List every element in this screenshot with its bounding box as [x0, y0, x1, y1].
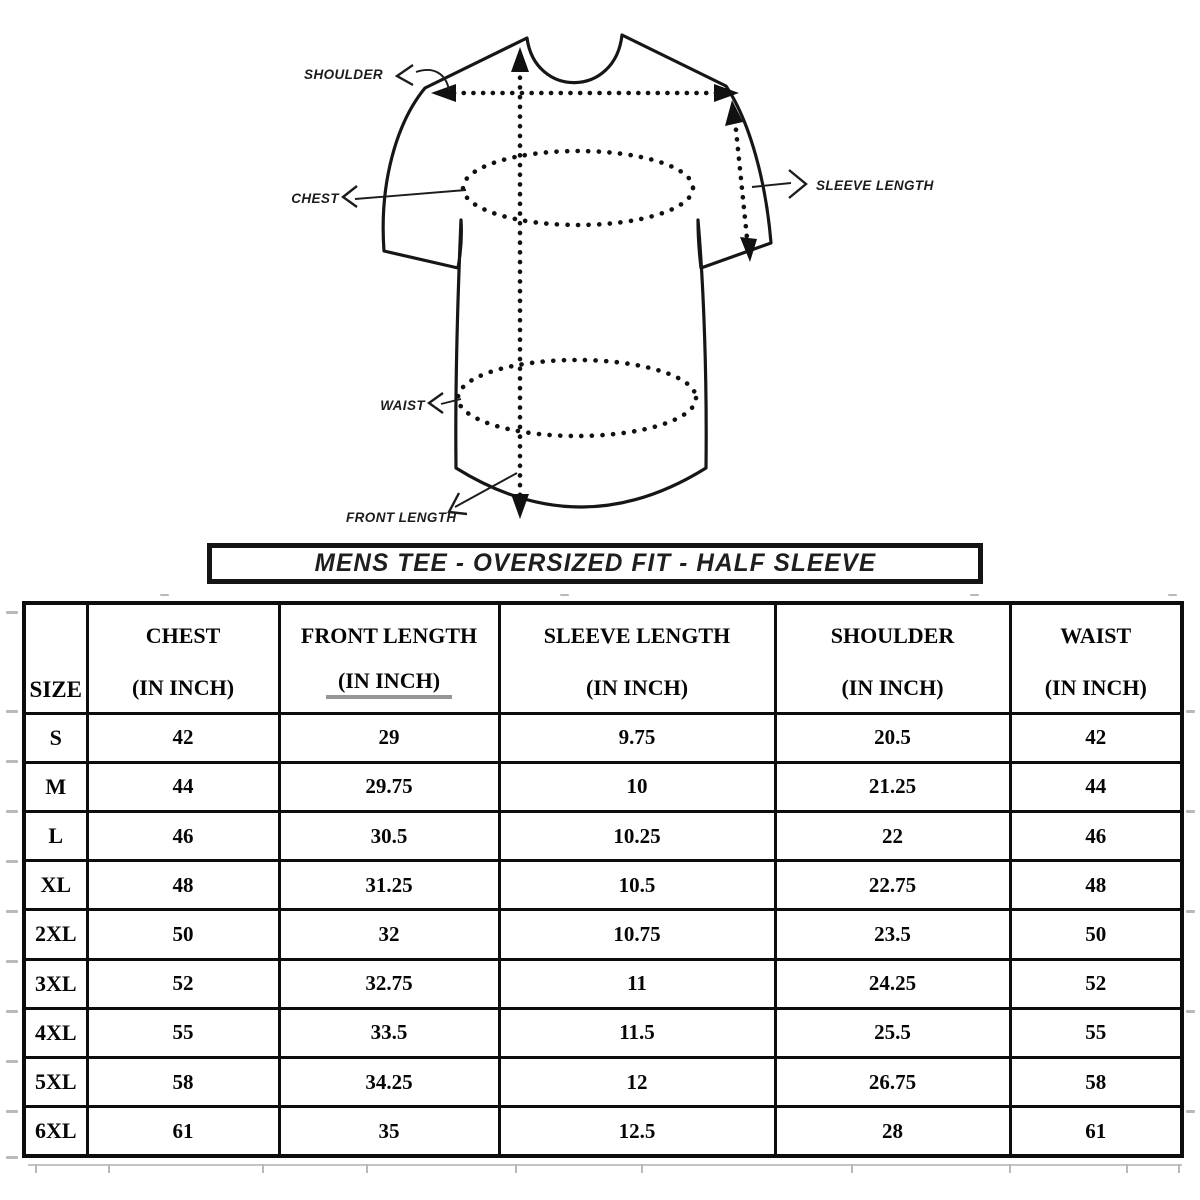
size-cell: XL [24, 861, 87, 910]
sleeve-length-cell: 12.5 [499, 1107, 775, 1156]
col-header-sleeve-length [499, 603, 775, 713]
sleeve-length-label-text: SLEEVE LENGTH [816, 178, 934, 193]
sleeve-length-cell: 11.5 [499, 1008, 775, 1057]
size-cell: 3XL [24, 959, 87, 1008]
waist-cell: 52 [1010, 959, 1182, 1008]
waist-cell: 50 [1010, 910, 1182, 959]
chart-title-box [207, 543, 983, 584]
front-length-cell: 32 [279, 910, 499, 959]
chest-cell: 58 [87, 1058, 279, 1107]
waist-cell: 58 [1010, 1058, 1182, 1107]
sleeve-length-cell: 11 [499, 959, 775, 1008]
chart-title: MENS TEE - OVERSIZED FIT - HALF SLEEVE [314, 549, 876, 577]
sleeve-length-label [752, 170, 934, 198]
waist-cell: 61 [1010, 1107, 1182, 1156]
sleeve-length-cell: 10 [499, 762, 775, 811]
size-cell: M [24, 762, 87, 811]
front-length-cell: 29 [279, 713, 499, 762]
arrow-down-icon [511, 494, 529, 519]
shoulder-cell: 20.5 [775, 713, 1010, 762]
chest-cell: 55 [87, 1008, 279, 1057]
col-label: WAIST [1060, 623, 1132, 648]
col-label: CHEST [145, 623, 221, 648]
waist-label-text: WAIST [380, 398, 425, 413]
chest-cell: 44 [87, 762, 279, 811]
table-row [24, 910, 1182, 959]
sleeve-length-cell: 12 [499, 1058, 775, 1107]
col-unit: (IN INCH) [585, 674, 689, 700]
size-table-header [24, 603, 1182, 713]
shoulder-cell: 23.5 [775, 910, 1010, 959]
col-unit: (IN INCH) [326, 670, 452, 699]
col-unit: (IN INCH) [131, 674, 235, 700]
sleeve-length-cell: 9.75 [499, 713, 775, 762]
table-row [24, 811, 1182, 860]
chest-cell: 42 [87, 713, 279, 762]
waist-cell: 42 [1010, 713, 1182, 762]
waist-cell: 55 [1010, 1008, 1182, 1057]
front-length-cell: 29.75 [279, 762, 499, 811]
tshirt-outline [383, 35, 771, 507]
chevron-left-icon [397, 65, 413, 85]
shoulder-cell: 25.5 [775, 1008, 1010, 1057]
col-label: SLEEVE LENGTH [543, 623, 731, 648]
waist-cell: 48 [1010, 861, 1182, 910]
shoulder-cell: 26.75 [775, 1058, 1010, 1107]
col-label: FRONT LENGTH [300, 623, 478, 648]
tshirt-measurement-diagram [0, 0, 1200, 540]
size-table-body [24, 713, 1182, 1156]
chevron-right-icon [789, 170, 806, 198]
chest-cell: 48 [87, 861, 279, 910]
front-length-cell: 32.75 [279, 959, 499, 1008]
size-cell: 2XL [24, 910, 87, 959]
table-row [24, 762, 1182, 811]
col-label: SHOULDER [830, 623, 955, 648]
sleeve-length-cell: 10.75 [499, 910, 775, 959]
table-row [24, 1107, 1182, 1156]
table-row [24, 861, 1182, 910]
chest-cell: 50 [87, 910, 279, 959]
header-row [24, 603, 1182, 713]
col-header-front-length [279, 603, 499, 713]
shoulder-cell: 28 [775, 1107, 1010, 1156]
front-length-cell: 35 [279, 1107, 499, 1156]
size-table [22, 601, 1184, 1158]
waist-cell: 46 [1010, 811, 1182, 860]
front-length-label-text: FRONT LENGTH [346, 510, 457, 525]
col-header-shoulder [775, 603, 1010, 713]
waist-cell: 44 [1010, 762, 1182, 811]
col-header-chest [87, 603, 279, 713]
table-row [24, 713, 1182, 762]
size-cell: S [24, 713, 87, 762]
col-header-waist [1010, 603, 1182, 713]
chest-label-text: CHEST [291, 191, 339, 206]
size-cell: L [24, 811, 87, 860]
front-length-cell: 31.25 [279, 861, 499, 910]
col-header-size [24, 603, 87, 713]
sleeve-length-cell: 10.25 [499, 811, 775, 860]
size-cell: 6XL [24, 1107, 87, 1156]
shoulder-cell: 22 [775, 811, 1010, 860]
front-length-cell: 30.5 [279, 811, 499, 860]
shoulder-cell: 21.25 [775, 762, 1010, 811]
chest-cell: 61 [87, 1107, 279, 1156]
col-unit: (IN INCH) [1044, 674, 1147, 700]
chevron-left-icon [343, 186, 357, 207]
table-row [24, 1058, 1182, 1107]
waist-label [380, 393, 461, 413]
shoulder-label-text: SHOULDER [304, 67, 383, 82]
table-row [24, 959, 1182, 1008]
shoulder-cell: 22.75 [775, 861, 1010, 910]
col-unit: (IN INCH) [841, 674, 944, 700]
front-length-cell: 33.5 [279, 1008, 499, 1057]
chest-cell: 52 [87, 959, 279, 1008]
chevron-left-icon [429, 393, 443, 413]
chest-cell: 46 [87, 811, 279, 860]
size-cell: 4XL [24, 1008, 87, 1057]
shoulder-cell: 24.25 [775, 959, 1010, 1008]
sleeve-length-cell: 10.5 [499, 861, 775, 910]
col-label: SIZE [29, 676, 82, 702]
size-cell: 5XL [24, 1058, 87, 1107]
front-length-cell: 34.25 [279, 1058, 499, 1107]
table-row [24, 1008, 1182, 1057]
